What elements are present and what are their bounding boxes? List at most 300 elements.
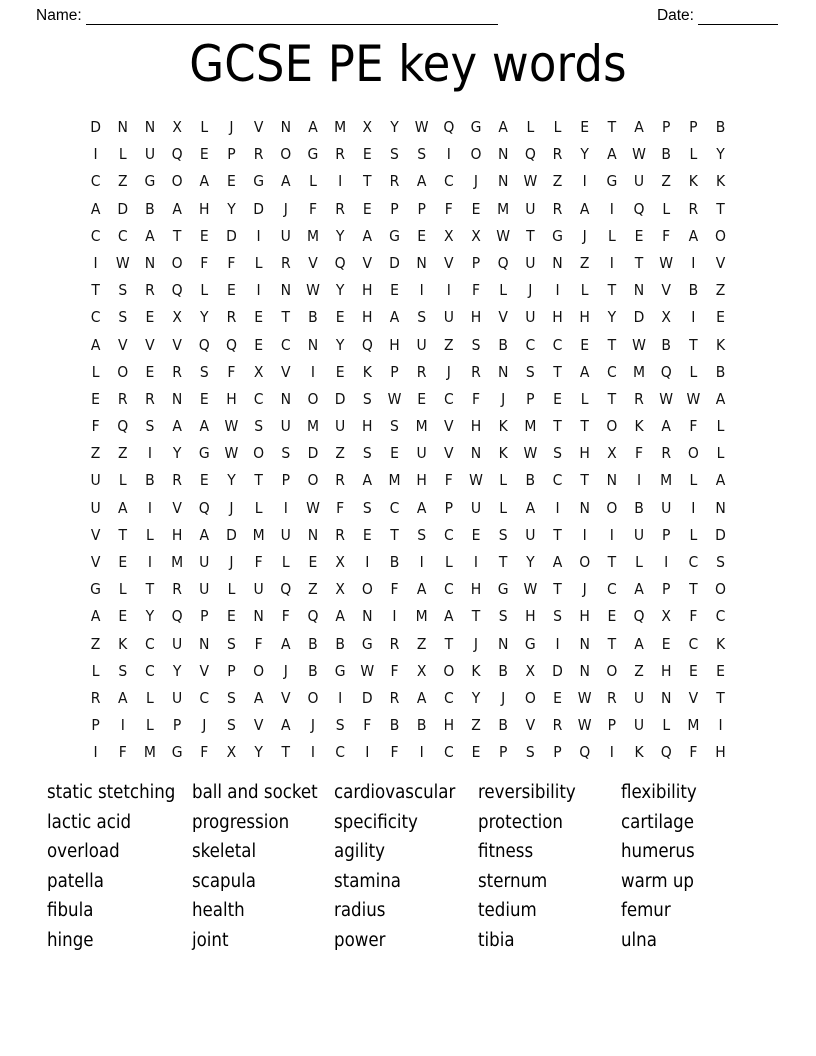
grid-letter[interactable]: R bbox=[335, 145, 345, 164]
grid-letter[interactable]: M bbox=[143, 743, 156, 762]
grid-letter[interactable]: W bbox=[523, 444, 538, 463]
grid-letter[interactable]: Y bbox=[227, 199, 236, 218]
grid-letter[interactable]: N bbox=[416, 253, 427, 272]
grid-letter[interactable]: L bbox=[254, 253, 263, 272]
grid-letter[interactable]: F bbox=[689, 743, 698, 762]
grid-letter[interactable]: M bbox=[415, 607, 428, 626]
grid-letter[interactable]: S bbox=[716, 553, 725, 571]
grid-letter[interactable]: A bbox=[634, 580, 644, 599]
grid-letter[interactable]: T bbox=[444, 634, 454, 653]
grid-letter[interactable]: F bbox=[444, 199, 453, 218]
grid-letter[interactable]: H bbox=[443, 716, 455, 735]
grid-letter[interactable]: P bbox=[553, 743, 562, 762]
grid-letter[interactable]: J bbox=[229, 553, 234, 571]
grid-letter[interactable]: T bbox=[553, 362, 562, 381]
name-write-line[interactable] bbox=[86, 11, 498, 25]
grid-letter[interactable]: A bbox=[90, 335, 101, 354]
grid-letter[interactable]: R bbox=[552, 199, 563, 218]
grid-letter[interactable]: N bbox=[579, 634, 590, 653]
grid-letter[interactable]: P bbox=[172, 716, 182, 735]
word-list-item[interactable]: protection bbox=[478, 811, 563, 833]
word-list-item[interactable]: fibula bbox=[47, 900, 94, 922]
grid-letter[interactable]: N bbox=[280, 281, 291, 300]
grid-letter[interactable]: A bbox=[552, 553, 563, 571]
grid-letter[interactable]: U bbox=[633, 172, 645, 191]
grid-letter[interactable]: A bbox=[199, 417, 210, 436]
grid-letter[interactable]: Z bbox=[117, 444, 128, 463]
grid-letter[interactable]: C bbox=[199, 688, 210, 707]
grid-letter[interactable]: W bbox=[469, 471, 483, 490]
grid-letter[interactable]: F bbox=[444, 471, 453, 490]
grid-letter[interactable]: L bbox=[580, 389, 589, 408]
grid-letter[interactable]: R bbox=[634, 389, 644, 408]
grid-letter[interactable]: E bbox=[553, 389, 562, 408]
grid-letter[interactable]: W bbox=[632, 145, 646, 164]
grid-letter[interactable]: J bbox=[473, 172, 479, 191]
grid-letter[interactable]: I bbox=[691, 498, 696, 517]
grid-letter[interactable]: I bbox=[93, 743, 98, 762]
grid-letter[interactable]: W bbox=[496, 226, 511, 245]
grid-letter[interactable]: U bbox=[144, 145, 156, 164]
grid-letter[interactable]: G bbox=[253, 172, 265, 191]
grid-letter[interactable]: I bbox=[147, 553, 152, 571]
grid-letter[interactable]: E bbox=[716, 308, 725, 327]
grid-letter[interactable]: O bbox=[470, 145, 482, 164]
grid-letter[interactable]: N bbox=[307, 335, 319, 354]
grid-letter[interactable]: L bbox=[635, 553, 643, 571]
grid-letter[interactable]: Z bbox=[661, 172, 671, 191]
grid-letter[interactable]: E bbox=[308, 553, 318, 571]
grid-letter[interactable]: T bbox=[607, 118, 617, 136]
grid-letter[interactable]: M bbox=[306, 417, 319, 436]
grid-letter[interactable]: W bbox=[306, 498, 320, 517]
grid-letter[interactable]: H bbox=[470, 580, 482, 599]
grid-letter[interactable]: W bbox=[686, 389, 701, 408]
grid-letter[interactable]: A bbox=[308, 118, 318, 136]
grid-letter[interactable]: M bbox=[497, 199, 510, 218]
grid-letter[interactable]: E bbox=[471, 743, 481, 762]
grid-letter[interactable]: C bbox=[715, 607, 726, 626]
grid-letter[interactable]: L bbox=[227, 580, 236, 599]
grid-letter[interactable]: C bbox=[443, 688, 454, 707]
grid-letter[interactable]: K bbox=[498, 444, 508, 463]
grid-letter[interactable]: S bbox=[118, 661, 128, 680]
grid-letter[interactable]: O bbox=[443, 661, 455, 680]
grid-letter[interactable]: B bbox=[498, 716, 508, 735]
grid-letter[interactable]: C bbox=[145, 661, 155, 680]
grid-letter[interactable]: W bbox=[224, 444, 239, 463]
grid-letter[interactable]: L bbox=[118, 471, 127, 490]
grid-letter[interactable]: G bbox=[470, 118, 482, 136]
grid-letter[interactable]: I bbox=[419, 743, 424, 762]
grid-letter[interactable]: H bbox=[552, 308, 563, 327]
grid-letter[interactable]: N bbox=[362, 607, 373, 626]
grid-letter[interactable]: H bbox=[362, 308, 373, 327]
grid-letter[interactable]: U bbox=[280, 417, 291, 436]
grid-letter[interactable]: X bbox=[661, 607, 671, 626]
grid-letter[interactable]: T bbox=[689, 335, 698, 354]
grid-letter[interactable]: V bbox=[90, 553, 101, 571]
grid-letter[interactable]: Q bbox=[117, 417, 129, 436]
grid-letter[interactable]: T bbox=[580, 417, 589, 436]
grid-letter[interactable]: V bbox=[498, 308, 508, 327]
grid-letter[interactable]: A bbox=[416, 172, 427, 191]
grid-letter[interactable]: U bbox=[525, 199, 536, 218]
grid-letter[interactable]: E bbox=[580, 118, 590, 136]
grid-letter[interactable]: Q bbox=[280, 580, 292, 599]
grid-letter[interactable]: T bbox=[553, 580, 562, 599]
word-list-item[interactable]: reversibility bbox=[478, 782, 576, 803]
grid-letter[interactable]: M bbox=[334, 118, 347, 136]
grid-letter[interactable]: P bbox=[661, 580, 671, 599]
grid-letter[interactable]: J bbox=[202, 716, 207, 735]
grid-letter[interactable]: A bbox=[715, 389, 726, 408]
word-list-item[interactable]: femur bbox=[621, 900, 671, 922]
grid-letter[interactable]: W bbox=[659, 253, 674, 272]
grid-letter[interactable]: J bbox=[582, 580, 587, 599]
grid-letter[interactable]: U bbox=[661, 498, 672, 517]
word-list-item[interactable]: agility bbox=[334, 841, 386, 863]
grid-letter[interactable]: Y bbox=[526, 553, 535, 571]
grid-letter[interactable]: Y bbox=[200, 308, 209, 327]
grid-letter[interactable]: N bbox=[253, 607, 264, 626]
grid-letter[interactable]: N bbox=[497, 145, 509, 164]
grid-letter[interactable]: D bbox=[253, 199, 264, 218]
grid-letter[interactable]: L bbox=[662, 716, 671, 735]
grid-letter[interactable]: R bbox=[389, 688, 400, 707]
grid-letter[interactable]: C bbox=[525, 335, 536, 354]
grid-letter[interactable]: Q bbox=[334, 253, 346, 272]
grid-letter[interactable]: P bbox=[390, 199, 399, 218]
grid-letter[interactable]: Q bbox=[225, 335, 237, 354]
grid-letter[interactable]: C bbox=[90, 172, 101, 191]
grid-letter[interactable]: O bbox=[307, 389, 319, 408]
grid-letter[interactable]: W bbox=[577, 688, 592, 707]
grid-letter[interactable]: T bbox=[281, 743, 291, 762]
grid-letter[interactable]: V bbox=[90, 525, 101, 544]
grid-letter[interactable]: I bbox=[555, 498, 560, 517]
grid-letter[interactable]: E bbox=[199, 389, 209, 408]
grid-letter[interactable]: A bbox=[117, 498, 128, 517]
grid-letter[interactable]: Q bbox=[171, 607, 183, 626]
grid-letter[interactable]: G bbox=[552, 226, 563, 245]
grid-letter[interactable]: C bbox=[443, 743, 454, 762]
grid-letter[interactable]: Z bbox=[335, 444, 345, 463]
grid-letter[interactable]: A bbox=[253, 688, 264, 707]
grid-letter[interactable]: C bbox=[253, 389, 264, 408]
grid-letter[interactable]: X bbox=[471, 226, 481, 245]
grid-letter[interactable]: T bbox=[716, 199, 725, 218]
grid-letter[interactable]: W bbox=[659, 389, 674, 408]
grid-letter[interactable]: U bbox=[253, 580, 264, 599]
grid-letter[interactable]: H bbox=[362, 417, 373, 436]
grid-letter[interactable]: T bbox=[498, 553, 508, 571]
grid-letter[interactable]: S bbox=[498, 607, 508, 626]
grid-letter[interactable]: Q bbox=[171, 145, 183, 164]
grid-letter[interactable]: T bbox=[471, 607, 481, 626]
grid-letter[interactable]: S bbox=[471, 335, 481, 354]
grid-letter[interactable]: R bbox=[253, 145, 264, 164]
grid-letter[interactable]: B bbox=[634, 498, 644, 517]
grid-letter[interactable]: S bbox=[254, 417, 264, 436]
grid-letter[interactable]: M bbox=[306, 226, 319, 245]
grid-letter[interactable]: V bbox=[199, 661, 210, 680]
grid-letter[interactable]: T bbox=[254, 471, 263, 490]
grid-letter[interactable]: A bbox=[579, 362, 590, 381]
grid-letter[interactable]: Y bbox=[335, 226, 345, 245]
grid-letter[interactable]: S bbox=[335, 716, 345, 735]
grid-letter[interactable]: K bbox=[715, 335, 726, 354]
grid-letter[interactable]: P bbox=[390, 362, 399, 381]
grid-letter[interactable]: I bbox=[365, 743, 370, 762]
grid-letter[interactable]: T bbox=[91, 281, 100, 300]
grid-letter[interactable]: Z bbox=[416, 634, 427, 653]
grid-letter[interactable]: G bbox=[497, 580, 509, 599]
grid-letter[interactable]: S bbox=[390, 145, 399, 164]
grid-letter[interactable]: A bbox=[117, 688, 128, 707]
grid-letter[interactable]: I bbox=[555, 634, 560, 653]
grid-letter[interactable]: K bbox=[471, 661, 481, 680]
grid-letter[interactable]: E bbox=[118, 553, 128, 571]
grid-letter[interactable]: W bbox=[115, 253, 130, 272]
word-list-item[interactable]: progression bbox=[192, 811, 290, 833]
grid-letter[interactable]: A bbox=[281, 716, 291, 735]
grid-letter[interactable]: C bbox=[389, 498, 400, 517]
grid-letter[interactable]: T bbox=[145, 580, 155, 599]
grid-letter[interactable]: J bbox=[283, 661, 288, 680]
grid-letter[interactable]: W bbox=[523, 580, 538, 599]
grid-letter[interactable]: Z bbox=[715, 281, 726, 300]
grid-letter[interactable]: H bbox=[579, 308, 590, 327]
grid-letter[interactable]: Y bbox=[145, 607, 155, 626]
grid-letter[interactable]: K bbox=[498, 417, 508, 436]
grid-letter[interactable]: S bbox=[417, 145, 427, 164]
grid-letter[interactable]: Y bbox=[607, 308, 617, 327]
grid-letter[interactable]: G bbox=[361, 634, 373, 653]
grid-letter[interactable]: V bbox=[253, 118, 264, 136]
grid-letter[interactable]: F bbox=[91, 417, 100, 436]
grid-letter[interactable]: Q bbox=[524, 145, 536, 164]
grid-letter[interactable]: M bbox=[524, 417, 537, 436]
grid-letter[interactable]: O bbox=[307, 471, 319, 490]
grid-letter[interactable]: O bbox=[307, 688, 319, 707]
grid-letter[interactable]: O bbox=[117, 362, 129, 381]
grid-letter[interactable]: Z bbox=[579, 253, 590, 272]
grid-letter[interactable]: K bbox=[688, 172, 698, 191]
grid-letter[interactable]: E bbox=[607, 607, 617, 626]
word-list-item[interactable]: lactic acid bbox=[47, 811, 132, 833]
grid-letter[interactable]: B bbox=[145, 199, 155, 218]
grid-letter[interactable]: U bbox=[416, 444, 427, 463]
grid-letter[interactable]: T bbox=[118, 525, 128, 544]
grid-letter[interactable]: B bbox=[389, 553, 400, 571]
grid-letter[interactable]: S bbox=[362, 389, 372, 408]
grid-letter[interactable]: S bbox=[417, 308, 427, 327]
grid-letter[interactable]: A bbox=[607, 145, 617, 164]
grid-letter[interactable]: O bbox=[687, 444, 699, 463]
grid-letter[interactable]: S bbox=[525, 743, 535, 762]
grid-letter[interactable]: N bbox=[307, 525, 319, 544]
grid-letter[interactable]: J bbox=[310, 716, 316, 735]
grid-letter[interactable]: S bbox=[118, 281, 128, 300]
grid-letter[interactable]: P bbox=[471, 253, 481, 272]
grid-letter[interactable]: P bbox=[661, 525, 671, 544]
grid-letter[interactable]: A bbox=[498, 118, 508, 136]
word-list-item[interactable]: hinge bbox=[47, 929, 94, 951]
grid-letter[interactable]: F bbox=[281, 607, 290, 626]
grid-letter[interactable]: O bbox=[361, 580, 373, 599]
grid-letter[interactable]: Q bbox=[198, 498, 210, 517]
grid-letter[interactable]: J bbox=[283, 199, 288, 218]
grid-letter[interactable]: C bbox=[606, 580, 617, 599]
word-list-item[interactable]: flexibility bbox=[621, 782, 697, 803]
grid-letter[interactable]: L bbox=[444, 553, 453, 571]
grid-letter[interactable]: U bbox=[633, 688, 645, 707]
grid-letter[interactable]: X bbox=[362, 118, 373, 136]
grid-letter[interactable]: L bbox=[146, 525, 154, 544]
grid-letter[interactable]: I bbox=[392, 607, 397, 626]
grid-letter[interactable]: U bbox=[525, 525, 536, 544]
word-list-item[interactable]: humerus bbox=[621, 841, 695, 863]
grid-letter[interactable]: L bbox=[91, 661, 100, 680]
grid-letter[interactable]: Q bbox=[633, 199, 645, 218]
grid-letter[interactable]: Y bbox=[471, 688, 481, 707]
word-list-item[interactable]: overload bbox=[47, 841, 120, 863]
grid-letter[interactable]: H bbox=[470, 308, 482, 327]
grid-letter[interactable]: G bbox=[606, 172, 618, 191]
grid-letter[interactable]: A bbox=[281, 172, 291, 191]
grid-letter[interactable]: R bbox=[226, 308, 237, 327]
grid-letter[interactable]: J bbox=[501, 688, 506, 707]
grid-letter[interactable]: L bbox=[309, 172, 317, 191]
word-list-item[interactable]: sternum bbox=[478, 870, 548, 892]
grid-letter[interactable]: F bbox=[635, 444, 644, 463]
grid-letter[interactable]: G bbox=[524, 634, 536, 653]
grid-letter[interactable]: A bbox=[362, 226, 373, 245]
grid-letter[interactable]: R bbox=[661, 444, 672, 463]
grid-letter[interactable]: F bbox=[471, 281, 480, 300]
grid-letter[interactable]: U bbox=[199, 553, 210, 571]
grid-letter[interactable]: A bbox=[688, 226, 699, 245]
grid-letter[interactable]: E bbox=[227, 607, 236, 626]
grid-letter[interactable]: V bbox=[688, 688, 699, 707]
grid-letter[interactable]: M bbox=[633, 362, 646, 381]
word-list-item[interactable]: tibia bbox=[478, 929, 515, 951]
word-list-item[interactable]: skeletal bbox=[192, 841, 257, 863]
grid-letter[interactable]: J bbox=[446, 362, 451, 381]
grid-letter[interactable]: L bbox=[716, 417, 725, 436]
grid-letter[interactable]: H bbox=[171, 525, 183, 544]
grid-letter[interactable]: L bbox=[689, 525, 698, 544]
grid-letter[interactable]: R bbox=[90, 688, 101, 707]
grid-letter[interactable]: Y bbox=[335, 335, 345, 354]
grid-letter[interactable]: I bbox=[120, 716, 125, 735]
grid-letter[interactable]: H bbox=[525, 607, 536, 626]
grid-letter[interactable]: K bbox=[118, 634, 128, 653]
grid-letter[interactable]: U bbox=[470, 498, 482, 517]
grid-letter[interactable]: N bbox=[606, 471, 618, 490]
grid-letter[interactable]: B bbox=[308, 661, 318, 680]
grid-letter[interactable]: X bbox=[172, 308, 182, 327]
grid-letter[interactable]: F bbox=[363, 716, 372, 735]
grid-letter[interactable]: X bbox=[335, 580, 345, 599]
grid-letter[interactable]: K bbox=[715, 634, 726, 653]
grid-letter[interactable]: S bbox=[227, 634, 236, 653]
grid-letter[interactable]: U bbox=[633, 525, 645, 544]
grid-letter[interactable]: F bbox=[227, 362, 236, 381]
grid-letter[interactable]: T bbox=[607, 553, 617, 571]
grid-letter[interactable]: J bbox=[229, 498, 234, 517]
grid-letter[interactable]: E bbox=[199, 471, 209, 490]
grid-letter[interactable]: S bbox=[362, 444, 372, 463]
grid-letter[interactable]: Q bbox=[633, 607, 645, 626]
grid-letter[interactable]: I bbox=[283, 498, 288, 517]
grid-letter[interactable]: X bbox=[444, 226, 454, 245]
grid-letter[interactable]: U bbox=[280, 525, 291, 544]
grid-letter[interactable]: W bbox=[306, 281, 320, 300]
grid-letter[interactable]: T bbox=[634, 253, 644, 272]
grid-letter[interactable]: O bbox=[253, 661, 265, 680]
grid-letter[interactable]: E bbox=[91, 389, 100, 408]
grid-letter[interactable]: T bbox=[689, 580, 698, 599]
grid-letter[interactable]: G bbox=[307, 145, 319, 164]
grid-letter[interactable]: N bbox=[660, 688, 672, 707]
word-list-item[interactable]: joint bbox=[192, 929, 229, 951]
grid-letter[interactable]: I bbox=[473, 553, 479, 571]
grid-letter[interactable]: N bbox=[552, 253, 563, 272]
grid-letter[interactable]: C bbox=[117, 226, 128, 245]
grid-letter[interactable]: N bbox=[144, 118, 156, 136]
grid-letter[interactable]: V bbox=[253, 716, 264, 735]
grid-letter[interactable]: M bbox=[415, 417, 428, 436]
grid-letter[interactable]: I bbox=[419, 281, 424, 300]
grid-letter[interactable]: X bbox=[335, 553, 345, 571]
grid-letter[interactable]: V bbox=[281, 362, 291, 381]
grid-letter[interactable]: R bbox=[552, 716, 563, 735]
grid-letter[interactable]: I bbox=[147, 498, 152, 517]
grid-letter[interactable]: D bbox=[552, 661, 563, 680]
grid-letter[interactable]: R bbox=[471, 362, 481, 381]
grid-letter[interactable]: A bbox=[416, 498, 427, 517]
grid-letter[interactable]: I bbox=[419, 553, 424, 571]
grid-letter[interactable]: E bbox=[471, 199, 481, 218]
grid-letter[interactable]: E bbox=[688, 661, 698, 680]
grid-letter[interactable]: E bbox=[634, 226, 644, 245]
grid-letter[interactable]: S bbox=[362, 498, 372, 517]
grid-letter[interactable]: B bbox=[308, 308, 318, 327]
grid-letter[interactable]: N bbox=[579, 661, 590, 680]
grid-letter[interactable]: E bbox=[661, 634, 671, 653]
grid-letter[interactable]: M bbox=[388, 471, 401, 490]
grid-letter[interactable]: S bbox=[498, 525, 508, 544]
grid-letter[interactable]: Q bbox=[660, 743, 672, 762]
grid-letter[interactable]: F bbox=[471, 389, 480, 408]
grid-letter[interactable]: C bbox=[443, 580, 454, 599]
grid-letter[interactable]: I bbox=[555, 281, 560, 300]
grid-letter[interactable]: A bbox=[90, 607, 101, 626]
grid-letter[interactable]: A bbox=[335, 607, 345, 626]
grid-letter[interactable]: R bbox=[389, 172, 400, 191]
grid-letter[interactable]: T bbox=[607, 634, 617, 653]
grid-letter[interactable]: F bbox=[200, 743, 209, 762]
grid-letter[interactable]: E bbox=[362, 145, 372, 164]
grid-letter[interactable]: U bbox=[171, 634, 183, 653]
word-list-item[interactable]: radius bbox=[334, 900, 386, 922]
grid-letter[interactable]: Q bbox=[660, 362, 672, 381]
grid-letter[interactable]: A bbox=[90, 199, 101, 218]
grid-letter[interactable]: E bbox=[118, 607, 128, 626]
grid-letter[interactable]: O bbox=[715, 226, 727, 245]
